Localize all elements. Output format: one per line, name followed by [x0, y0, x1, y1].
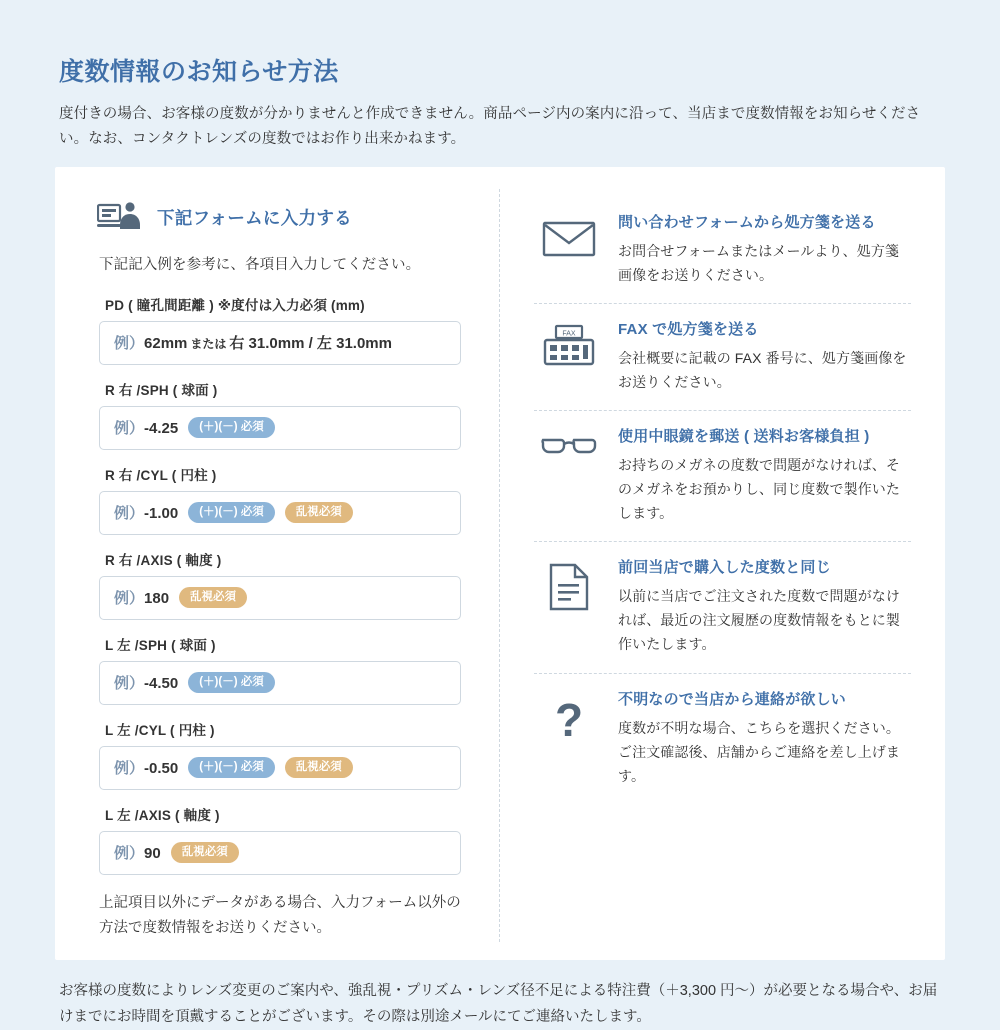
document-icon [538, 556, 600, 612]
method-item-fax[interactable] [534, 303, 911, 410]
input-pd[interactable] [99, 321, 461, 365]
page-title: 度数情報のお知らせ方法 [59, 58, 339, 86]
badge-plus-minus-required: (＋)(－) 必須 [188, 417, 275, 438]
method-text: 会社概要に記載の FAX 番号に、処方箋画像をお送りください。 [618, 349, 907, 390]
method-item-contact-form[interactable] [534, 197, 911, 303]
input-r-cyl-example: 例）-1.00 [114, 505, 179, 523]
field-label-l-cyl: L 左 /CYL ( 円柱 ) [105, 722, 215, 738]
input-r-sph-example: 例）-4.25 [114, 420, 179, 438]
svg-text:?: ? [554, 693, 584, 746]
field-label-r-axis: R 右 /AXIS ( 軸度 ) [105, 552, 222, 568]
field-label-r-sph: R 右 /SPH ( 球面 ) [105, 382, 218, 398]
method-body [618, 425, 911, 525]
method-body [618, 318, 911, 394]
input-r-axis[interactable] [99, 576, 461, 620]
badge-plus-minus-required: (＋)(－) 必須 [188, 672, 275, 693]
method-title: 問い合わせフォームから処方箋を送る [618, 213, 876, 231]
input-l-cyl-example: 例）-0.50 [114, 760, 179, 778]
badge-astigmatism-required: 乱視必須 [171, 842, 239, 863]
method-title: FAX で処方箋を送る [618, 320, 759, 338]
form-column-note: 上記項目以外にデータがある場合、入力フォーム以外の方法で度数情報をお送りください。 [99, 894, 461, 937]
input-l-axis[interactable] [99, 831, 461, 875]
method-item-unknown-contact-me[interactable] [534, 673, 911, 804]
field-label-l-axis: L 左 /AXIS ( 軸度 ) [105, 807, 220, 823]
fax-icon [538, 318, 600, 368]
method-item-previous-order[interactable] [534, 541, 911, 672]
badge-astigmatism-required: 乱視必須 [285, 502, 353, 523]
form-column [55, 189, 500, 942]
glasses-icon [538, 425, 600, 459]
input-r-sph[interactable] [99, 406, 461, 450]
form-column-title: 下記フォームに入力する [157, 208, 352, 229]
form-column-subtitle: 下記記入例を参考に、各項目入力してください。 [99, 256, 421, 273]
envelope-icon [538, 211, 600, 257]
footnote-text: お客様の度数によりレンズ変更のご案内や、強乱視・プリズム・レンズ径不足による特注費（＋3,300 円〜）が必要となる場合や、お届けまでにお時間を頂戴することがございます。その際は別途メールにてご連絡いたします。 [59, 982, 938, 1025]
input-l-sph-example: 例）-4.50 [114, 675, 179, 693]
intro-text: 度付きの場合、お客様の度数が分かりませんと作成できません。商品ページ内の案内に沿って、当店まで度数情報をお知らせください。なお、コンタクトレンズの度数ではお作り出来かねます。 [59, 106, 921, 148]
method-body [618, 211, 911, 287]
method-text: 度数が不明な場合、こちらを選択ください。ご注文確認後、店舗からご連絡を差し上げます。 [618, 719, 900, 784]
method-title: 使用中眼鏡を郵送 ( 送料お客様負担 ) [618, 428, 870, 446]
svg-text:FAX: FAX [562, 330, 576, 338]
input-r-cyl[interactable] [99, 491, 461, 535]
field-label-pd: PD ( 瞳孔間距離 ) ※度付は入力必須 (mm) [105, 297, 365, 313]
input-pd-example: 例）62mm または 右 31.0mm / 左 31.0mm [114, 335, 392, 353]
method-text: お持ちのメガネの度数で問題がなければ、そのメガネをお預かりし、同じ度数で製作いたします。 [618, 457, 900, 522]
methods-panel [55, 167, 945, 960]
badge-plus-minus-required: (＋)(－) 必須 [188, 757, 275, 778]
form-input-icon [97, 201, 143, 235]
field-label-r-cyl: R 右 /CYL ( 円柱 ) [105, 467, 217, 483]
field-label-l-sph: L 左 /SPH ( 球面 ) [105, 637, 216, 653]
method-text: お問合せフォームまたはメールより、処方箋画像をお送りください。 [618, 242, 900, 283]
badge-astigmatism-required: 乱視必須 [179, 587, 247, 608]
method-title: 前回当店で購入した度数と同じ [618, 559, 831, 577]
method-body [618, 556, 911, 656]
input-l-cyl[interactable] [99, 746, 461, 790]
method-item-send-glasses[interactable] [534, 410, 911, 541]
input-l-axis-example: 例）90 [114, 845, 161, 863]
input-l-sph[interactable] [99, 661, 461, 705]
input-r-axis-example: 例）180 [114, 590, 170, 608]
method-text: 以前に当店でご注文された度数で問題がなければ、最近の注文履歴の度数情報をもとに製作いたします。 [618, 588, 900, 653]
method-title: 不明なので当店から連絡が欲しい [618, 690, 847, 708]
method-body [618, 688, 911, 788]
badge-astigmatism-required: 乱視必須 [285, 757, 353, 778]
methods-column [500, 189, 945, 942]
question-mark-icon [538, 688, 600, 746]
form-column-header [97, 201, 469, 235]
badge-plus-minus-required: (＋)(－) 必須 [188, 502, 275, 523]
